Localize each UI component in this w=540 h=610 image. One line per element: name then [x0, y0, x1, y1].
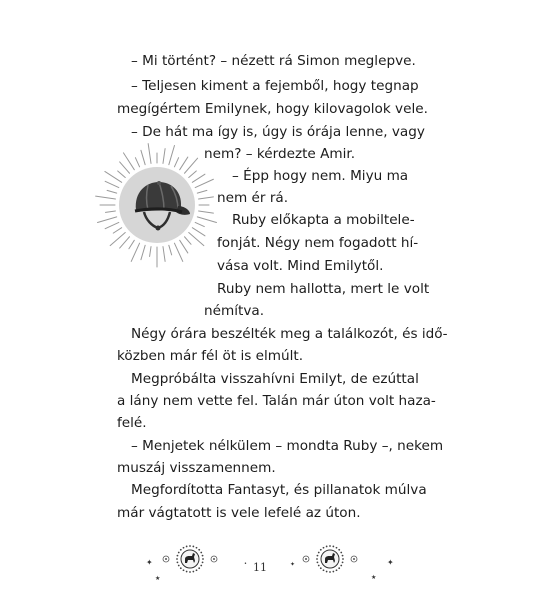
page-number: 11 — [253, 561, 267, 574]
illustration — [92, 140, 222, 270]
svg-text:✦: ✦ — [146, 558, 153, 567]
text-line: nem? – kérdezte Amir. — [204, 146, 356, 162]
svg-text:✦: ✦ — [290, 561, 296, 568]
text-line: – Mi történt? – nézett rá Simon meglepve. — [131, 53, 416, 69]
text-line: vása volt. Mind Emilytől. — [217, 258, 384, 274]
svg-text:★: ★ — [155, 575, 161, 582]
text-line: – Épp hogy nem. Miyu ma — [232, 168, 409, 184]
svg-text:•: • — [244, 561, 247, 567]
horse-medallion-icon — [0, 538, 540, 598]
riding-helmet-icon — [92, 140, 222, 270]
svg-text:✦: ✦ — [387, 558, 394, 567]
text-line: – Teljesen kiment a fejemből, hogy tegnap — [131, 78, 419, 94]
page-footer — [0, 538, 540, 598]
text-line: némítva. — [204, 303, 265, 319]
text-line: Megpróbálta visszahívni Emilyt, de ezúttal — [131, 371, 419, 387]
svg-text:★: ★ — [371, 574, 377, 581]
text-line: már vágtatott is vele lefelé az úton. — [117, 505, 361, 521]
text-line: megígértem Emilynek, hogy kilovagolok vele. — [117, 101, 428, 117]
text-line: muszáj visszamennem. — [117, 460, 276, 476]
text-line: Négy órára beszélték meg a találkozót, és idő- — [131, 326, 448, 342]
text-line: Ruby előkapta a mobiltele- — [232, 212, 415, 228]
text-line: nem ér rá. — [217, 190, 289, 206]
text-line: fonját. Négy nem fogadott hí- — [217, 235, 419, 251]
text-line: közben már fél öt is elmúlt. — [117, 348, 304, 364]
text-line: Ruby nem hallotta, mert le volt — [217, 281, 430, 297]
text-line: – De hát ma így is, úgy is órája lenne, vagy — [131, 124, 425, 140]
text-line: Megfordította Fantasyt, és pillanatok múlva — [131, 482, 427, 498]
text-line: felé. — [117, 415, 147, 431]
text-line: a lány nem vette fel. Talán már úton volt haza- — [117, 393, 436, 409]
text-line: – Menjetek nélkülem – mondta Ruby –, nekem — [131, 438, 444, 454]
